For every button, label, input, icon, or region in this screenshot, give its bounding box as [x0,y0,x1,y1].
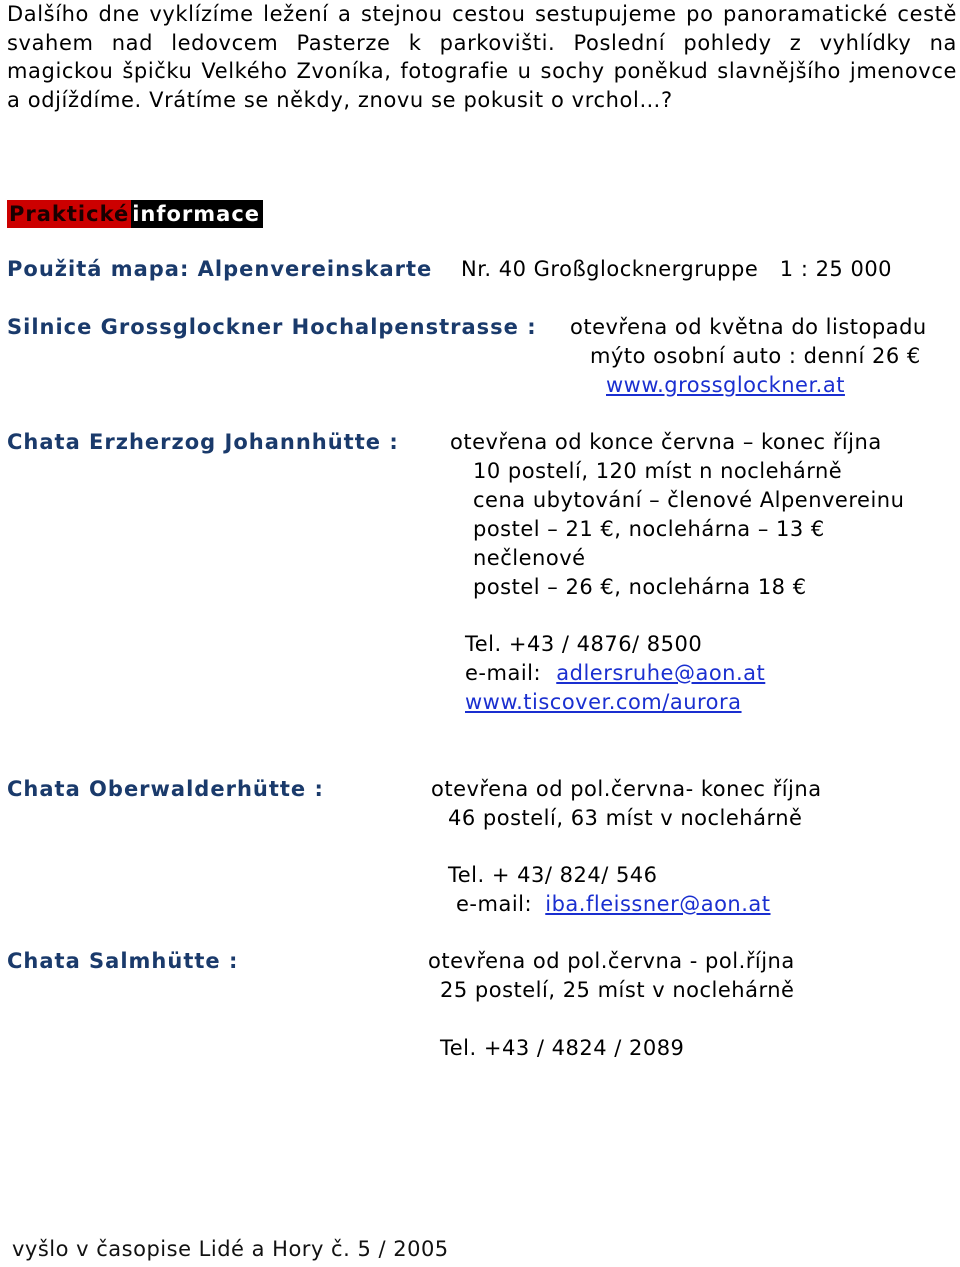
oberwalder-tel: Tel. + 43/ 824/ 546 [448,863,658,887]
johann-nonmembers: nečlenové [473,546,586,570]
johann-open: otevřena od konce června – konec října [450,430,882,454]
johann-email-row [465,661,765,685]
oberwalder-beds: 46 postelí, 63 míst v noclehárně [448,806,803,830]
johann-tel: Tel. +43 / 4876/ 8500 [465,632,703,656]
road-label: Silnice Grossglockner Hochalpenstrasse : [7,315,537,339]
salm-beds: 25 postelí, 25 míst v noclehárně [440,978,795,1002]
section-heading [7,200,263,228]
heading-red: Praktické [9,202,130,226]
johann-label: Chata Erzherzog Johannhütte : [7,430,399,454]
johann-price-members-values: postel – 21 €, noclehárna – 13 € [473,517,825,541]
oberwalder-email-label: e-mail: [456,892,533,916]
johann-email-label: e-mail: [465,661,542,685]
salm-open: otevřena od pol.června - pol.října [428,949,795,973]
map-label: Použitá mapa: Alpenvereinskarte [7,257,433,281]
salm-tel: Tel. +43 / 4824 / 2089 [440,1036,685,1060]
road-link[interactable]: www.grossglockner.at [606,373,845,397]
johann-price-members: cena ubytování – členové Alpenvereinu [473,488,905,512]
oberwalder-label: Chata Oberwalderhütte : [7,777,324,801]
oberwalder-email-link[interactable]: iba.fleissner@aon.at [545,892,771,916]
johann-web-link[interactable]: www.tiscover.com/aurora [465,690,742,714]
source-footer: vyšlo v časopise Lidé a Hory č. 5 / 2005 [12,1237,449,1261]
heading-black: informace [131,200,263,228]
oberwalder-open: otevřena od pol.června- konec října [431,777,822,801]
salm-label: Chata Salmhütte : [7,949,239,973]
oberwalder-email-row [456,892,771,916]
intro-paragraph: Dalšího dne vyklízíme ležení a stejnou cestou sestupujeme po panoramatické cestě svahem nad ledovcem Pasterze k parkovišti. Poslední pohledy z vyhlídky na magickou špičku Velkého Zvoníka, fotografie u sochy poněkud slavnějšího jmenovce a odjíždíme. Vrátíme se někdy, znovu se pokusit o vrchol…? [7,2,957,112]
johann-price-nonmembers: postel – 26 €, noclehárna 18 € [473,575,807,599]
johann-beds: 10 postelí, 120 míst n noclehárně [473,459,843,483]
map-value: Nr. 40 Großglocknergruppe 1 : 25 000 [461,257,893,281]
road-open: otevřena od května do listopadu [570,315,927,339]
johann-email-link[interactable]: adlersruhe@aon.at [556,661,766,685]
road-toll: mýto osobní auto : denní 26 € [590,344,921,368]
